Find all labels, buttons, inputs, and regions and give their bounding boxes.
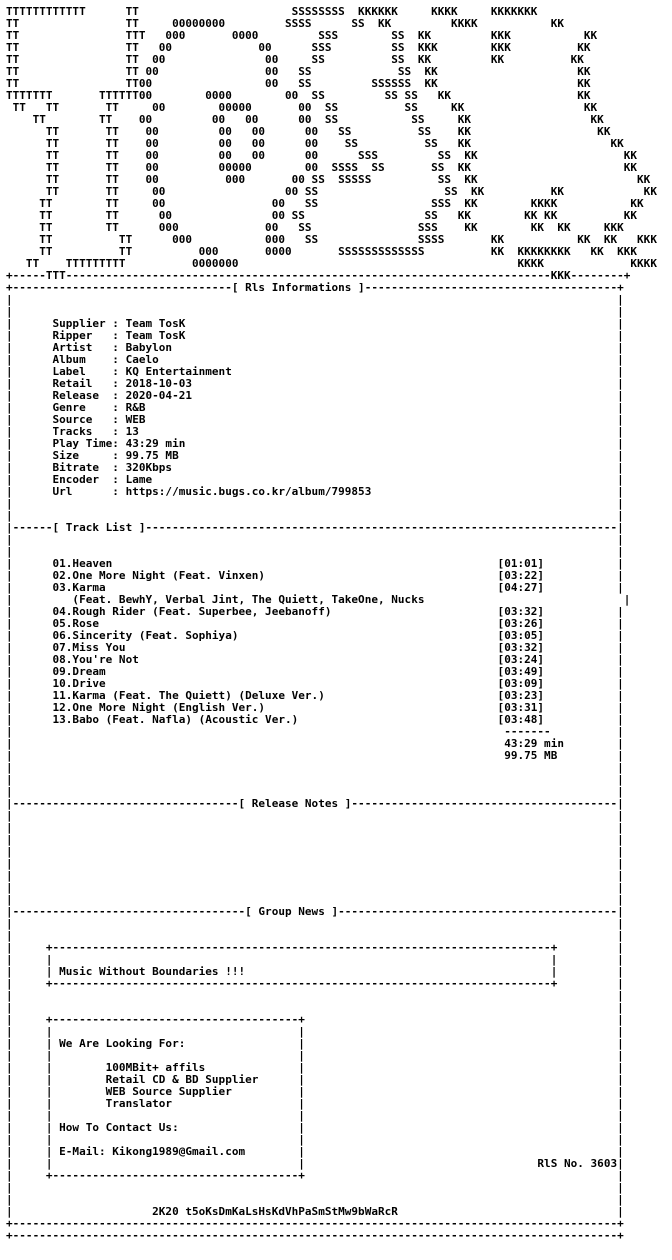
nfo-line: | |: [6, 785, 624, 798]
nfo-line: | 04.Rough Rider (Feat. Superbee, Jeebanoff) [03:32] |: [6, 605, 624, 618]
nfo-line: TT TT 00 00 00 00 SS SS KK KK: [6, 137, 624, 150]
nfo-line: TT TT 00 00 SS SS KK KK KK: [6, 185, 657, 198]
nfo-line: | 13.Babo (Feat. Nafla) (Acoustic Ver.) [03:48] |: [6, 713, 624, 726]
nfo-line: | 01.Heaven [01:01] |: [6, 557, 624, 570]
nfo-line: | | How To Contact Us: | |: [6, 1121, 624, 1134]
nfo-line: | | Translator | |: [6, 1097, 624, 1110]
nfo-line: | |: [6, 1181, 624, 1194]
nfo-line: | | E-Mail: Kikong1989@Gmail.com | |: [6, 1145, 624, 1158]
nfo-line: | | | RlS No. 3603|: [6, 1157, 624, 1170]
nfo-line: | Label : KQ Entertainment |: [6, 365, 624, 378]
nfo-line: | +---------------------------------------------------------------------------+ |: [6, 941, 624, 954]
nfo-line: | 99.75 MB |: [6, 749, 624, 762]
nfo-line: TT TT 00000000 SSSS SS KK KKKK KK: [6, 17, 564, 30]
nfo-line: | |: [6, 881, 624, 894]
nfo-line: | 07.Miss You [03:32] |: [6, 641, 624, 654]
nfo-line: | +-------------------------------------+ |: [6, 1169, 624, 1182]
nfo-line: | ------- |: [6, 725, 624, 738]
nfo-line: TTTTTTTTTTTT TT SSSSSSSS KKKKKK KKKK KKKKKKK: [6, 5, 538, 18]
nfo-line: | |: [6, 893, 624, 906]
nfo-line: |----------------------------------[ Release Notes ]----------------------------------------|: [6, 797, 624, 810]
nfo-line: | Retail : 2018-10-03 |: [6, 377, 624, 390]
nfo-line: | 05.Rose [03:26] |: [6, 617, 624, 630]
nfo-line: | |: [6, 509, 624, 522]
nfo-line: |------[ Track List ]-----------------------------------------------------------------------|: [6, 521, 624, 534]
nfo-line: | |: [6, 929, 624, 942]
nfo-line: | | WEB Source Supplier | |: [6, 1085, 624, 1098]
nfo-line: | Tracks : 13 |: [6, 425, 624, 438]
nfo-line: | |: [6, 1001, 624, 1014]
nfo-line: TT TT 00 00 SSS SS KKK KKK KK: [6, 41, 591, 54]
nfo-line: | 09.Dream [03:49] |: [6, 665, 624, 678]
nfo-line: | |: [6, 545, 624, 558]
nfo-line: TT TT 00 00 SS SSS KK KKKK KK: [6, 197, 644, 210]
nfo-line: | |: [6, 773, 624, 786]
nfo-line: | |: [6, 917, 624, 930]
nfo-line: | 02.One More Night (Feat. Vinxen) [03:22] |: [6, 569, 624, 582]
nfo-line: | 12.One More Night (English Ver.) [03:31] |: [6, 701, 624, 714]
nfo-line: +---------------------------------[ Rls Informations ]--------------------------------------+: [6, 281, 624, 294]
nfo-line: TT TT 00 00 SS SS KK KK KK KK: [6, 209, 638, 222]
nfo-line: | (Feat. BewhY, Verbal Jint, The Quiett, TakeOne, Nucks |: [6, 593, 631, 606]
nfo-line: | |: [6, 857, 624, 870]
nfo-line: TT TTT 000 0000 SSS SS KK KKK KK: [6, 29, 598, 42]
nfo-line: +-----TTT-------------------------------------------------------------------------KKK--------+: [6, 269, 631, 282]
nfo-line: | Album : Caelo |: [6, 353, 624, 366]
nfo-line: | 06.Sincerity (Feat. Sophiya) [03:05] |: [6, 629, 624, 642]
nfo-line: | | | |: [6, 1025, 624, 1038]
nfo-line: | |: [6, 833, 624, 846]
nfo-line: TT TT 000 00 SS SSS KK KK KK KKK: [6, 221, 624, 234]
nfo-line: TT TT 00 00 00 00 SSS SS KK KK: [6, 149, 638, 162]
nfo-line: | |: [6, 869, 624, 882]
nfo-line: TT TT TT 00 00000 00 SS SS KK KK: [6, 101, 598, 114]
nfo-line: TT TT 00 00 00 00 SS SS KK KK: [6, 113, 604, 126]
nfo-line: |-----------------------------------[ Group News ]------------------------------------------|: [6, 905, 624, 918]
nfo-line: | Bitrate : 320Kbps |: [6, 461, 624, 474]
nfo-line: | Play Time: 43:29 min |: [6, 437, 624, 450]
nfo-line: | | | |: [6, 953, 624, 966]
nfo-line: | |: [6, 821, 624, 834]
nfo-line: | 10.Drive [03:09] |: [6, 677, 624, 690]
nfo-line: TT TT00 00 SS SSSSSS KK KK: [6, 77, 591, 90]
nfo-line: | |: [6, 533, 624, 546]
nfo-line: | |: [6, 809, 624, 822]
nfo-line: | +---------------------------------------------------------------------------+ |: [6, 977, 624, 990]
nfo-line: TT TTTTTTTTT 0000000 KKKK KKKK: [6, 257, 657, 270]
nfo-line: | Size : 99.75 MB |: [6, 449, 624, 462]
nfo-line: | |: [6, 497, 624, 510]
nfo-line: | 08.You're Not [03:24] |: [6, 653, 624, 666]
nfo-line: | | Retail CD & BD Supplier | |: [6, 1073, 624, 1086]
nfo-line: TT TT 000 0000 SSSSSSSSSSSSS KK KKKKKKKK KK KKK: [6, 245, 638, 258]
nfo-line: | | We Are Looking For: | |: [6, 1037, 624, 1050]
nfo-line: | +-------------------------------------+ |: [6, 1013, 624, 1026]
nfo-line: | | 100MBit+ affils | |: [6, 1061, 624, 1074]
nfo-line: TT TT 00 00 00 00 SS SS KK KK: [6, 125, 611, 138]
nfo-line: TT TT 00 000 00 SS SSSSS SS KK KK: [6, 173, 651, 186]
nfo-line: TT TT 00 00 SS SS KK KK KK: [6, 53, 584, 66]
nfo-line: | 43:29 min |: [6, 737, 624, 750]
nfo-line: | 2K20 t5oKsDmKaLsHsKdVhPaSmStMw9bWaRcR |: [6, 1205, 624, 1218]
nfo-line: TT TT 000 000 SS SSSS KK KK KK KKK: [6, 233, 657, 246]
nfo-line: | Ripper : Team TosK |: [6, 329, 624, 342]
nfo-line: | 03.Karma [04:27] |: [6, 581, 624, 594]
nfo-line: | Url : https://music.bugs.co.kr/album/799853 |: [6, 485, 624, 498]
nfo-line: | |: [6, 305, 624, 318]
nfo-line: | | Music Without Boundaries !!! | |: [6, 965, 624, 978]
nfo-line: TT TT 00 00000 00 SSSS SS SS KK KK: [6, 161, 638, 174]
nfo-line: | 11.Karma (Feat. The Quiett) (Deluxe Ver.) [03:23] |: [6, 689, 624, 702]
nfo-line: | Source : WEB |: [6, 413, 624, 426]
nfo-line: | Supplier : Team TosK |: [6, 317, 624, 330]
nfo-line: | |: [6, 989, 624, 1002]
nfo-line: | Release : 2020-04-21 |: [6, 389, 624, 402]
nfo-line: | |: [6, 1193, 624, 1206]
nfo-line: TT TT 00 00 SS SS KK KK: [6, 65, 591, 78]
nfo-line: | | | |: [6, 1133, 624, 1146]
nfo-line: | Genre : R&B |: [6, 401, 624, 414]
nfo-line: | |: [6, 845, 624, 858]
nfo-line: +-------------------------------------------------------------------------------------------+: [6, 1217, 624, 1230]
nfo-line: +-------------------------------------------------------------------------------------------+: [6, 1229, 624, 1242]
nfo-line: | |: [6, 293, 624, 306]
nfo-line: TTTTTTT TTTTTT00 0000 00 SS SS SS KK KK: [6, 89, 591, 102]
nfo-line: | | | |: [6, 1049, 624, 1062]
nfo-line: | Encoder : Lame |: [6, 473, 624, 486]
nfo-line: | | | |: [6, 1109, 624, 1122]
nfo-line: | Artist : Babylon |: [6, 341, 624, 354]
nfo-line: | |: [6, 761, 624, 774]
